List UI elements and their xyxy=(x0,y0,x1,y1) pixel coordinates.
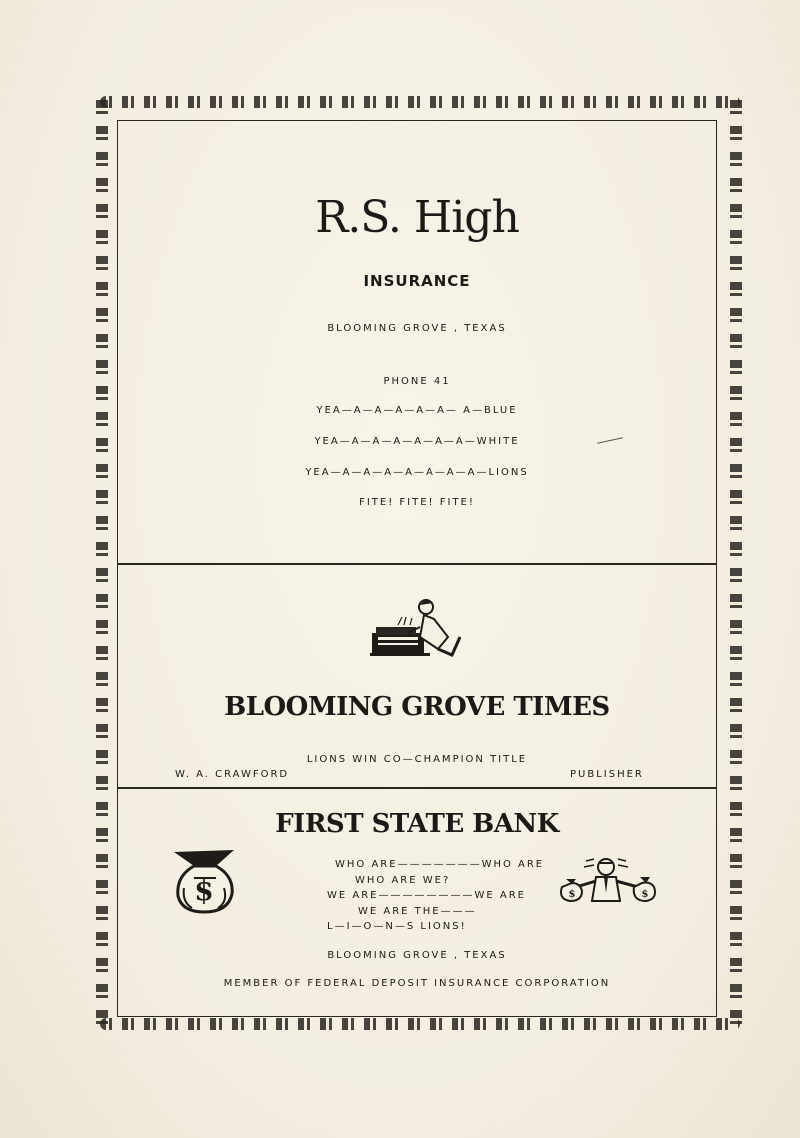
publisher-name: W. A. CRAWFORD xyxy=(175,769,290,780)
money-bag-icon xyxy=(172,848,236,914)
bank-cheer-line: WE ARE————————WE ARE xyxy=(327,890,526,901)
svg-text:$: $ xyxy=(194,874,214,907)
bank-ad-title: FIRST STATE BANK xyxy=(275,809,559,839)
vine-border-bottom xyxy=(100,1018,740,1030)
bank-cheer-line: WHO ARE WE? xyxy=(355,875,451,886)
section-divider xyxy=(117,563,717,565)
cheer-line: FITE! FITE! FITE! xyxy=(359,497,475,508)
bank-cheer-line: L—I—O—N—S LIONS! xyxy=(327,921,467,932)
vine-border-right xyxy=(730,100,742,1030)
bank-cheer-line: WHO ARE———————WHO ARE xyxy=(335,859,545,870)
cheer-line: YEA—A—A—A—A—A—A—WHITE xyxy=(314,436,520,447)
bank-location: BLOOMING GROVE , TEXAS xyxy=(327,950,507,961)
bank-fdic-notice: MEMBER OF FEDERAL DEPOSIT INSURANCE CORPORATION xyxy=(223,978,611,989)
bank-cheer-line: WE ARE THE——— xyxy=(358,906,477,917)
cheer-line: YEA—A—A—A—A—A— A—BLUE xyxy=(316,405,518,416)
vine-border-left xyxy=(96,100,108,1030)
insurance-ad-phone: PHONE 41 xyxy=(383,376,451,387)
section-divider xyxy=(117,787,717,789)
insurance-ad-subtitle: INSURANCE xyxy=(363,272,471,290)
newspaper-ad-title: BLOOMING GROVE TIMES xyxy=(224,692,610,722)
cheer-line: YEA—A—A—A—A—A—A—A—LIONS xyxy=(305,467,529,478)
vine-border-top xyxy=(100,96,740,108)
banker-icon xyxy=(556,857,660,903)
newspaper-tagline: LIONS WIN CO—CHAMPION TITLE xyxy=(306,754,528,765)
insurance-ad-location: BLOOMING GROVE , TEXAS xyxy=(327,323,507,334)
svg-text:$: $ xyxy=(641,889,649,900)
insurance-ad-title: R.S. High xyxy=(315,192,519,243)
publisher-role: PUBLISHER xyxy=(570,769,644,780)
svg-text:$: $ xyxy=(568,889,576,900)
typist-icon xyxy=(368,597,466,659)
